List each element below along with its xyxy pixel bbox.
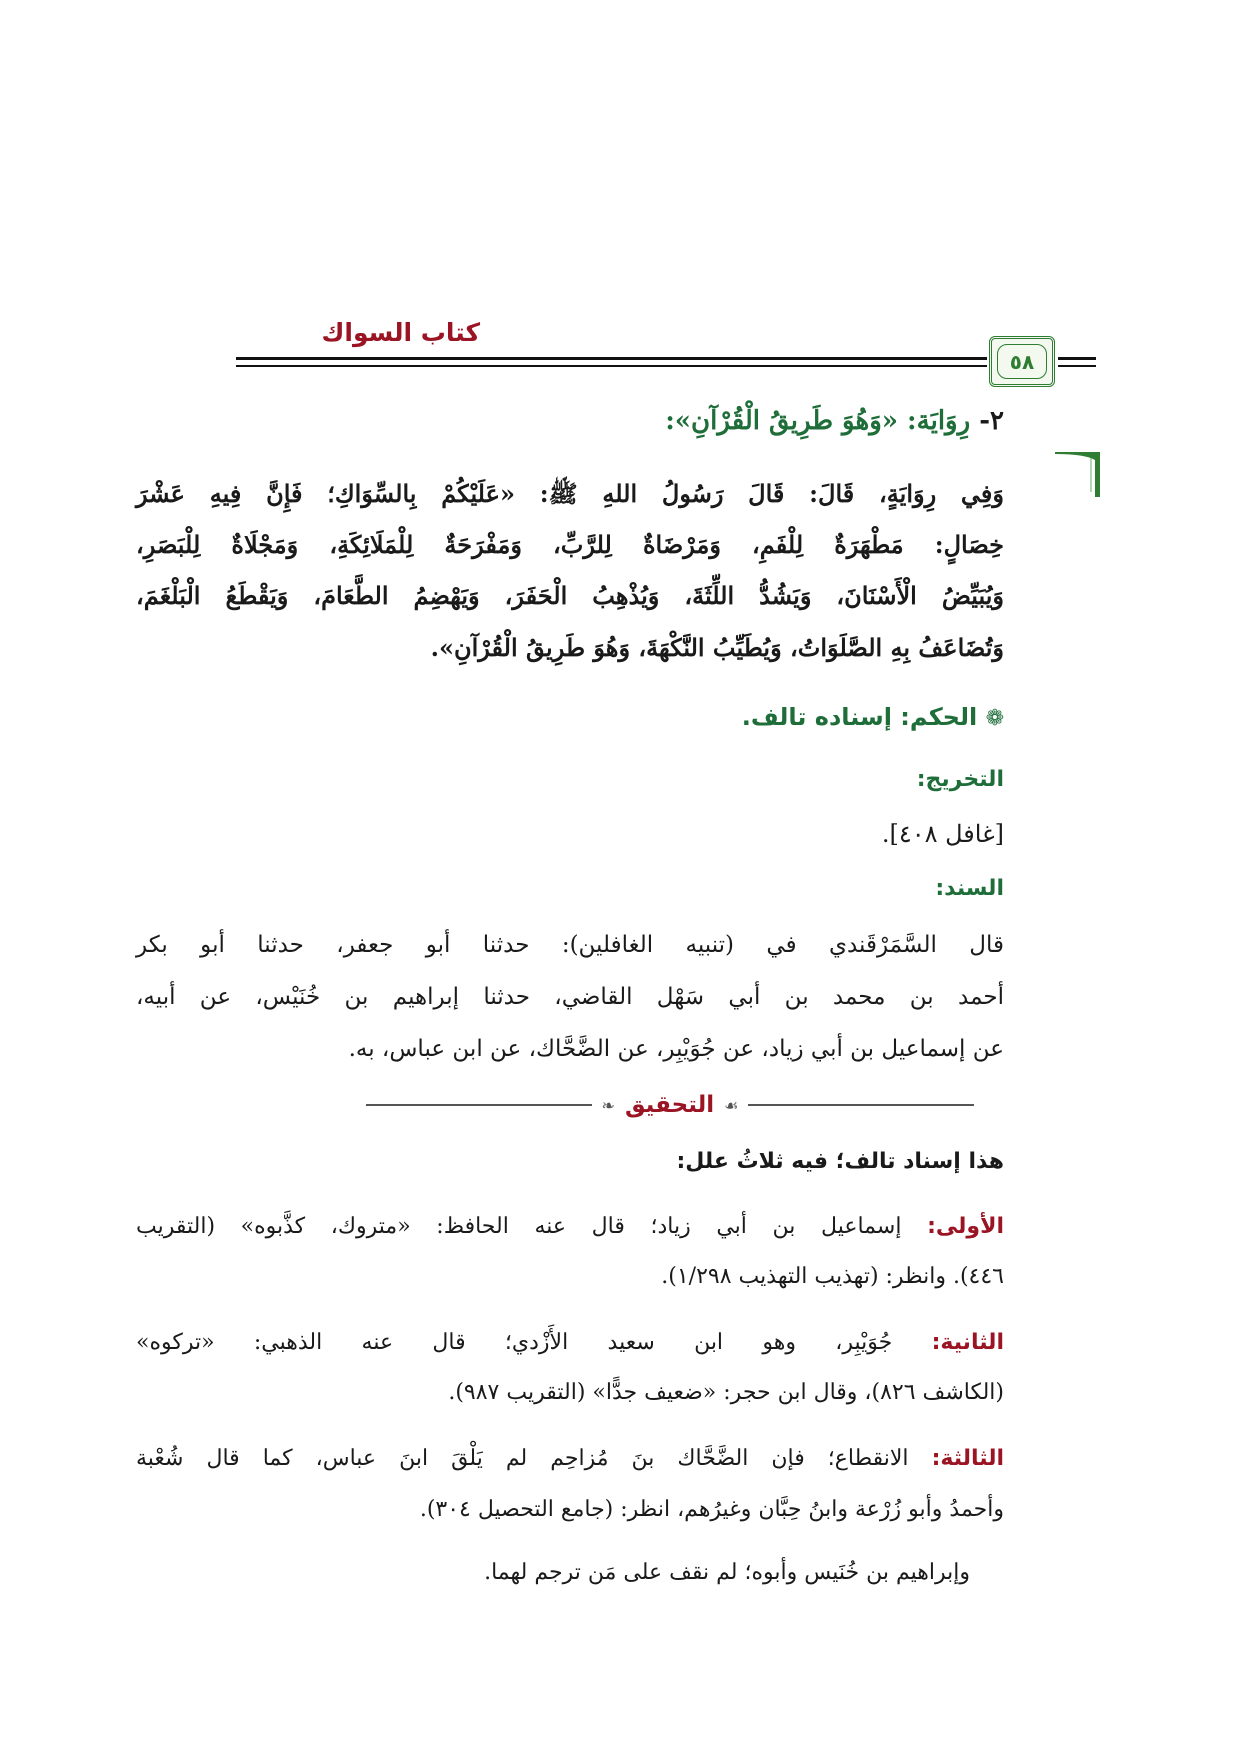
hadith-line-3: وَيُبَيِّضُ الْأَسْنَانَ، وَيَشُدُّ اللِّثَةَ، وَيُذْهِبُ الْحَفَرَ، وَيَهْضِمُ الطَّعَامَ، وَيَقْطَعُ الْبَلْغَمَ، xyxy=(136,581,1004,610)
closing-note: وإبراهيم بن خُنَيس وأبوه؛ لم نقف على مَن ترجم لهما. xyxy=(484,1560,970,1585)
divider-ornament-icon: ❧ xyxy=(601,1095,615,1115)
sanad-line-3: عن إسماعيل بن أبي زياد، عن جُوَيْبِر، عن الضَّحَّاك، عن ابن عباس، به. xyxy=(348,1036,1004,1062)
sanad-line-2: أحمد بن محمد بن أبي سَهْل القاضي، حدثنا إبراهيم بن خُنَيْس، عن أبيه، xyxy=(136,984,1004,1010)
third-defect-text: الانقطاع؛ فإن الضَّحَّاك بنَ مُزاحِم لم يَلْقَ ابنَ عباس، كما قال شُعْبة xyxy=(136,1446,909,1471)
section-number: ٢- xyxy=(979,406,1004,436)
first-defect-line-2: ٤٤٦). وانظر: (تهذيب التهذيب ١/٢٩٨). xyxy=(661,1264,1004,1289)
third-defect-label: الثالثة: xyxy=(931,1446,1005,1471)
corner-ornament-icon xyxy=(1055,452,1100,497)
tahqiq-intro: هذا إسناد تالف؛ فيه ثلاثُ علل: xyxy=(676,1149,1004,1174)
second-defect-label: الثانية: xyxy=(931,1330,1004,1355)
sanad-heading: السند: xyxy=(935,876,1004,901)
second-defect-text: جُوَيْبِر، وهو ابن سعيد الأَزْدي؛ قال عنه الذهبي: «تركوه» xyxy=(136,1330,893,1355)
first-defect-line-1 xyxy=(136,1214,1004,1239)
second-defect-line-1 xyxy=(136,1330,1004,1355)
takhrij-value: [غافل ٤٠٨]. xyxy=(881,820,1004,848)
divider-line-left xyxy=(366,1104,592,1106)
divider-line-right xyxy=(748,1104,974,1106)
ruling-value: إسناده تالف. xyxy=(741,703,892,731)
book-title: كتاب السواك xyxy=(321,318,480,347)
header-rule-short-top xyxy=(1058,357,1096,360)
divider-ornament-icon: ☙ xyxy=(724,1095,739,1115)
takhrij-heading: التخريج: xyxy=(916,767,1004,792)
header-rule-bottom xyxy=(236,365,987,367)
tahqiq-divider xyxy=(366,1090,974,1120)
hadith-line-2: خِصَالٍ: مَطْهَرَةٌ لِلْفَمِ، وَمَرْضَاةٌ لِلرَّبِّ، وَمَفْرَحَةٌ لِلْمَلَائِكَةِ، وَمَجْلَاةٌ لِلْبَصَرِ، xyxy=(136,530,1004,559)
first-defect-text: إسماعيل بن أبي زياد؛ قال عنه الحافظ: «متروك، كذَّبوه» (التقريب xyxy=(136,1214,902,1239)
ruling xyxy=(742,703,1004,731)
ruling-label: الحكم: xyxy=(900,703,978,731)
flower-ornament-icon: ❁ xyxy=(985,706,1004,731)
first-defect-label: الأولى: xyxy=(927,1214,1005,1239)
section-heading xyxy=(665,406,1004,436)
second-defect-line-2: (الكاشف ٨٢٦)، وقال ابن حجر: «ضعيف جدًّا» (التقريب ٩٨٧). xyxy=(448,1380,1004,1405)
header-rule-short-bottom xyxy=(1058,365,1096,367)
sanad-line-1: قال السَّمَرْقَندي في (تنبيه الغافلين): حدثنا أبو جعفر، حدثنا أبو بكر xyxy=(136,932,1004,958)
hadith-line-4: وَتُضَاعَفُ بِهِ الصَّلَوَاتُ، وَيُطَيِّبُ النَّكْهَةَ، وَهُوَ طَرِيقُ الْقُرْآنِ». xyxy=(430,633,1004,662)
third-defect-line-2: وأحمدُ وأبو زُرْعة وابنُ حِبَّان وغيرُهم، انظر: (جامع التحصيل ٣٠٤). xyxy=(419,1497,1004,1522)
third-defect-line-1 xyxy=(136,1446,1004,1471)
section-label: رِوَايَة: «وَهُوَ طَرِيقُ الْقُرْآنِ»: xyxy=(665,406,971,436)
header-rule-top xyxy=(236,357,987,360)
hadith-line-1: وَفِي رِوَايَةٍ، قَالَ: قَالَ رَسُولُ اللهِ ﷺ: «عَلَيْكُمْ بِالسِّوَاكِ؛ فَإِنَّ فِيهِ عَشْرَ xyxy=(136,479,1004,508)
page-number: ٥٨ xyxy=(997,344,1047,379)
page-number-badge xyxy=(989,336,1055,387)
tahqiq-title: التحقيق xyxy=(624,1092,715,1118)
